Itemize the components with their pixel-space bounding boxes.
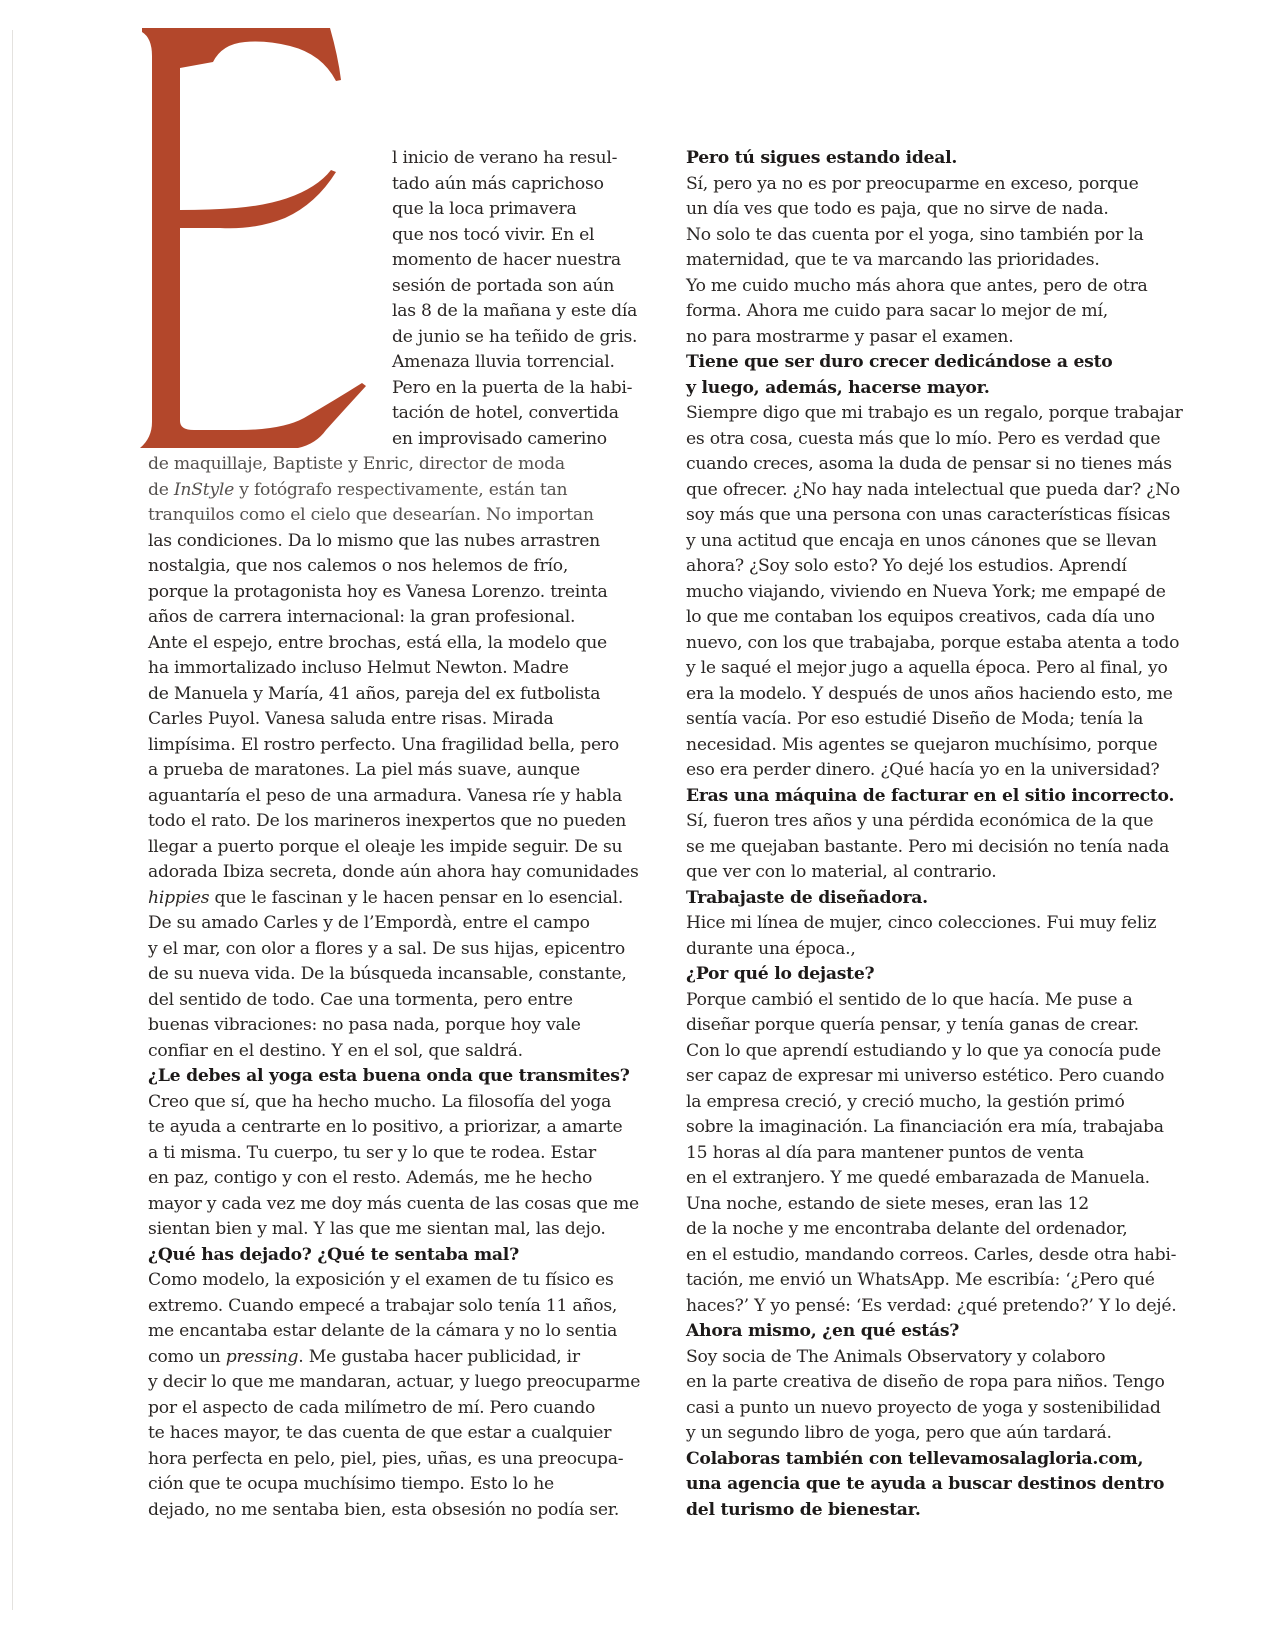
italic-term: pressing — [225, 1346, 299, 1367]
interview-question: Colaboras también con tellevamosalagloria.com, — [686, 1448, 1144, 1469]
answer-line: era la modelo. Y después de unos años haciendo esto, me — [686, 683, 1173, 704]
intro-line: momento de hacer nuestra — [392, 250, 621, 270]
answer-line: se me quejaban bastante. Pero mi decisión no tenía nada — [686, 836, 1170, 857]
answer-line: sientan bien y mal. Y las que me sientan mal, las dejo. — [148, 1219, 606, 1239]
answer-line: que ver con lo material, al contrario. — [686, 862, 997, 882]
interview-question: ¿Qué has dejado? ¿Qué te sentaba mal? — [148, 1244, 519, 1265]
intro-line: en improvisado camerino — [392, 428, 607, 449]
intro-line: porque la protagonista hoy es Vanesa Lorenzo. treinta — [148, 581, 608, 602]
left-column — [148, 146, 641, 1523]
intro-line: De su amado Carles y de l’Empordà, entre el campo — [148, 913, 590, 933]
answer-line: como un pressing. Me gustaba hacer publicidad, ir — [148, 1346, 580, 1367]
answer-line: durante una época., — [686, 938, 856, 959]
answer-line: Yo me cuido mucho más ahora que antes, pero de otra — [686, 275, 1148, 296]
answer-line: nuevo, con los que trabajaba, porque estaba atenta a todo — [686, 632, 1180, 653]
intro-line: tación de hotel, convertida — [392, 403, 619, 423]
answer-line: que ofrecer. ¿No hay nada intelectual que pueda dar? ¿No — [686, 479, 1180, 500]
answer-line: por el aspecto de cada milímetro de mí. Pero cuando — [148, 1397, 596, 1418]
answer-line: eso era perder dinero. ¿Qué hacía yo en la universidad? — [686, 760, 1160, 780]
right-column — [686, 146, 1186, 1523]
answer-line: me encantaba estar delante de la cámara y no lo sentia — [148, 1321, 618, 1341]
intro-line: aguantaría el peso de una armadura. Vanesa ríe y habla — [148, 785, 623, 806]
answer-line: en paz, contigo y con el resto. Además, me he hecho — [148, 1168, 593, 1188]
answer-line: Como modelo, la exposición y el examen de tu físico es — [148, 1270, 614, 1290]
intro-line: de maquillaje, Baptiste y Enric, director de moda — [148, 454, 565, 474]
interview-question: ¿Por qué lo dejaste? — [686, 964, 875, 984]
answer-line: Hice mi línea de mujer, cinco colecciones. Fui muy feliz — [686, 913, 1157, 933]
intro-line: de InStyle y fotógrafo respectivamente, están tan — [148, 479, 568, 500]
answer-line: ahora? ¿Soy solo esto? Yo dejé los estudios. Aprendí — [686, 556, 1127, 576]
answer-line: mucho viajando, viviendo en Nueva York; me empapé de — [686, 581, 1166, 602]
intro-line: Pero en la puerta de la habi- — [392, 377, 633, 398]
intro-line: nostalgia, que nos calemos o nos helemos de frío, — [148, 556, 569, 576]
answer-line: soy más que una persona con unas características físicas — [686, 505, 1171, 525]
answer-line: forma. Ahora me cuido para sacar lo mejor de mí, — [686, 301, 1108, 321]
answer-line: te ayuda a centrarte en lo positivo, a priorizar, a amarte — [148, 1117, 623, 1137]
intro-line: que nos tocó vivir. En el — [392, 224, 595, 245]
answer-line: cuando creces, asoma la duda de pensar si no tienes más — [686, 454, 1172, 474]
answer-line: en el extranjero. Y me quedé embarazada de Manuela. — [686, 1168, 1150, 1188]
intro-line: buenas vibraciones: no pasa nada, porque hoy vale — [148, 1015, 581, 1035]
intro-line: Ante el espejo, entre brochas, está ella, la modelo que — [148, 632, 607, 653]
answer-line: sentía vacía. Por eso estudié Diseño de Moda; tenía la — [686, 709, 1144, 729]
answer-line: es otra cosa, cuesta más que lo mío. Pero es verdad que — [686, 428, 1161, 449]
intro-line: llegar a puerto porque el oleaje les impide seguir. De su — [148, 836, 623, 857]
intro-line: adorada Ibiza secreta, donde aún ahora hay comunidades — [148, 862, 639, 882]
intro-line: a prueba de maratones. La piel más suave, aunque — [148, 760, 580, 780]
intro-line: que la loca primavera — [392, 199, 577, 219]
intro-line: las condiciones. Da lo mismo que las nubes arrastren — [148, 530, 600, 551]
answer-line: en el estudio, mandando correos. Carles, desde otra habi- — [686, 1244, 1177, 1265]
intro-line: tranquilos como el cielo que desearían. No importan — [148, 505, 594, 525]
italic-term: hippies — [148, 887, 210, 908]
answer-line: diseñar porque quería pensar, y tenía ganas de crear. — [686, 1015, 1139, 1035]
interview-question: Trabajaste de diseñadora. — [686, 887, 928, 908]
interview-question: Pero tú sigues estando ideal. — [686, 148, 958, 168]
answer-line: extremo. Cuando empecé a trabajar solo tenía 11 años, — [148, 1295, 618, 1316]
answer-line: de la noche y me encontraba delante del ordenador, — [686, 1219, 1128, 1239]
answer-line: Soy socia de The Animals Observatory y colaboro — [686, 1346, 1106, 1367]
answer-line: lo que me contaban los equipos creativos, cada día uno — [686, 607, 1155, 627]
answer-line: sobre la imaginación. La financiación era mía, trabajaba — [686, 1117, 1164, 1137]
intro-line: de junio se ha teñido de gris. — [392, 326, 638, 347]
answer-line: no para mostrarme y pasar el examen. — [686, 326, 1014, 347]
answer-line: dejado, no me sentaba bien, esta obsesión no podía ser. — [148, 1499, 620, 1520]
intro-line: confiar en el destino. Y en el sol, que saldrá. — [148, 1040, 523, 1061]
answer-line: un día ves que todo es paja, que no sirve de nada. — [686, 199, 1109, 219]
answer-line: la empresa creció, y creció mucho, la gestión primó — [686, 1091, 1125, 1112]
answer-line: hora perfecta en pelo, piel, pies, uñas, es una preocupa- — [148, 1448, 624, 1469]
answer-line: a ti misma. Tu cuerpo, tu ser y lo que te rodea. Estar — [148, 1142, 597, 1163]
answer-line: te haces mayor, te das cuenta de que estar a cualquier — [148, 1423, 612, 1443]
intro-line: ha immortalizado incluso Helmut Newton. Madre — [148, 658, 569, 678]
answer-line: 15 horas al día para mantener puntos de venta — [686, 1142, 1084, 1163]
interview-question: ¿Le debes al yoga esta buena onda que transmites? — [148, 1066, 630, 1086]
intro-line: de su nueva vida. De la búsqueda incansable, constante, — [148, 964, 627, 984]
page-edge-line — [12, 30, 13, 1610]
intro-line: l inicio de verano ha resul- — [392, 148, 618, 168]
interview-question: y luego, además, hacerse mayor. — [686, 377, 990, 398]
intro-line: las 8 de la mañana y este día — [392, 301, 638, 321]
intro-line: del sentido de todo. Cae una tormenta, pero entre — [148, 989, 573, 1010]
answer-line: haces?’ Y yo pensé: ‘Es verdad: ¿qué pretendo?’ Y lo dejé. — [686, 1295, 1177, 1316]
answer-line: Con lo que aprendí estudiando y lo que ya conocía pude — [686, 1040, 1161, 1061]
intro-line: de Manuela y María, 41 años, pareja del ex futbolista — [148, 683, 601, 704]
answer-line: y un segundo libro de yoga, pero que aún tardará. — [686, 1423, 1112, 1443]
answer-line: Creo que sí, que ha hecho mucho. La filosofía del yoga — [148, 1091, 612, 1112]
answer-line: y una actitud que encaja en unos cánones que se llevan — [686, 530, 1157, 551]
intro-line: tado aún más caprichoso — [392, 173, 604, 194]
answer-line: casi a punto un nuevo proyecto de yoga y sostenibilidad — [686, 1397, 1161, 1418]
intro-line: todo el rato. De los marineros inexpertos que no pueden — [148, 811, 627, 831]
intro-line: Carles Puyol. Vanesa saluda entre risas. Mirada — [148, 709, 554, 729]
answer-line: en la parte creativa de diseño de ropa para niños. Tengo — [686, 1372, 1165, 1392]
interview-question: del turismo de bienestar. — [686, 1499, 921, 1520]
intro-line: sesión de portada son aún — [392, 275, 615, 296]
answer-line: Porque cambió el sentido de lo que hacía. Me puse a — [686, 989, 1133, 1010]
answer-line: y le saqué el mejor jugo a aquella época. Pero al final, yo — [686, 658, 1168, 678]
answer-line: Sí, fueron tres años y una pérdida económica de la que — [686, 811, 1154, 831]
italic-term: InStyle — [173, 479, 235, 500]
answer-line: mayor y cada vez me doy más cuenta de las cosas que me — [148, 1193, 639, 1214]
answer-line: Sí, pero ya no es por preocuparme en exceso, porque — [686, 173, 1139, 194]
intro-line: Amenaza lluvia torrencial. — [392, 352, 615, 372]
answer-line: necesidad. Mis agentes se quejaron muchísimo, porque — [686, 734, 1158, 755]
intro-line: hippies que le fascinan y le hacen pensar en lo esencial. — [148, 887, 624, 908]
answer-line: Siempre digo que mi trabajo es un regalo, porque trabajar — [686, 403, 1183, 423]
answer-line: y decir lo que me mandaran, actuar, y luego preocuparme — [148, 1372, 641, 1392]
answer-line: tación, me envió un WhatsApp. Me escribía: ‘¿Pero qué — [686, 1270, 1155, 1290]
answer-line: Una noche, estando de siete meses, eran las 12 — [686, 1193, 1089, 1214]
interview-question: Ahora mismo, ¿en qué estás? — [686, 1321, 960, 1341]
answer-line: maternidad, que te va marcando las prioridades. — [686, 250, 1100, 270]
interview-question: Tiene que ser duro crecer dedicándose a esto — [686, 352, 1113, 372]
interview-question: Eras una máquina de facturar en el sitio incorrecto. — [686, 785, 1175, 806]
answer-line: ser capaz de expresar mi universo estético. Pero cuando — [686, 1066, 1165, 1086]
interview-question: una agencia que te ayuda a buscar destinos dentro — [686, 1474, 1165, 1494]
intro-line: años de carrera internacional: la gran profesional. — [148, 607, 576, 627]
answer-line: ción que te ocupa muchísimo tiempo. Esto lo he — [148, 1474, 554, 1494]
answer-line: No solo te das cuenta por el yoga, sino también por la — [686, 224, 1144, 245]
intro-line: y el mar, con olor a flores y a sal. De sus hijas, epicentro — [148, 938, 625, 959]
intro-line: limpísima. El rostro perfecto. Una fragilidad bella, pero — [148, 734, 619, 755]
